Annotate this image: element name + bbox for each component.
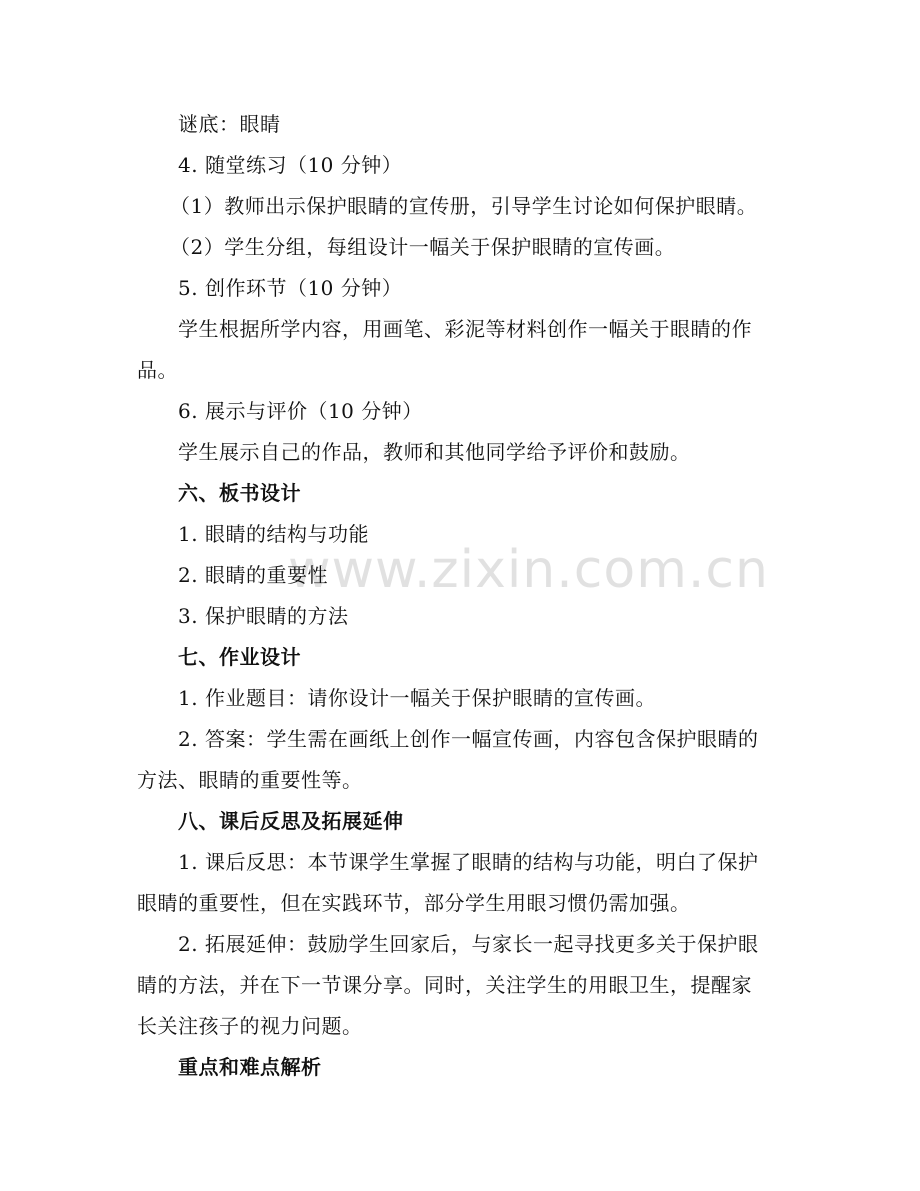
step-6-text: 学生展示自己的作品，教师和其他同学给予评价和鼓励。 bbox=[178, 440, 691, 464]
section-7-heading: 七、作业设计 bbox=[178, 645, 301, 669]
homework-item-2-line-1: 2. 答案：学生需在画纸上创作一幅宣传画，内容包含保护眼睛的 bbox=[178, 727, 759, 751]
homework-item-1: 1. 作业题目：请你设计一幅关于保护眼睛的宣传画。 bbox=[178, 686, 656, 710]
watermark: www.zixin.com.cn bbox=[288, 540, 769, 600]
step-5-text-line-2: 品。 bbox=[137, 358, 178, 382]
step-4-item-1: （1）教师出示保护眼睛的宣传册，引导学生讨论如何保护眼睛。 bbox=[170, 194, 758, 218]
homework-item-2-line-2: 方法、眼睛的重要性等。 bbox=[137, 768, 363, 792]
step-6-heading: 6. 展示与评价（10 分钟） bbox=[178, 399, 423, 423]
reflection-item-1-line-2: 眼睛的重要性，但在实践环节，部分学生用眼习惯仍需加强。 bbox=[137, 891, 691, 915]
riddle-answer: 谜底：眼睛 bbox=[178, 112, 281, 136]
section-6-heading: 六、板书设计 bbox=[178, 481, 301, 505]
board-item-1: 1. 眼睛的结构与功能 bbox=[178, 522, 369, 546]
step-4-heading: 4. 随堂练习（10 分钟） bbox=[178, 153, 403, 177]
reflection-item-1-line-1: 1. 课后反思：本节课学生掌握了眼睛的结构与功能，明白了保护 bbox=[178, 850, 759, 874]
step-4-item-2: （2）学生分组，每组设计一幅关于保护眼睛的宣传画。 bbox=[170, 235, 676, 259]
key-points-heading: 重点和难点解析 bbox=[178, 1055, 322, 1079]
board-item-3: 3. 保护眼睛的方法 bbox=[178, 604, 349, 628]
board-item-2: 2. 眼睛的重要性 bbox=[178, 563, 328, 587]
step-5-heading: 5. 创作环节（10 分钟） bbox=[178, 276, 403, 300]
reflection-item-2-line-1: 2. 拓展延伸：鼓励学生回家后，与家长一起寻找更多关于保护眼 bbox=[178, 932, 759, 956]
step-5-text-line-1: 学生根据所学内容，用画笔、彩泥等材料创作一幅关于眼睛的作 bbox=[178, 317, 752, 341]
reflection-item-2-line-3: 长关注孩子的视力问题。 bbox=[137, 1014, 363, 1038]
section-8-heading: 八、课后反思及拓展延伸 bbox=[178, 809, 404, 833]
reflection-item-2-line-2: 睛的方法，并在下一节课分享。同时，关注学生的用眼卫生，提醒家 bbox=[137, 973, 752, 997]
